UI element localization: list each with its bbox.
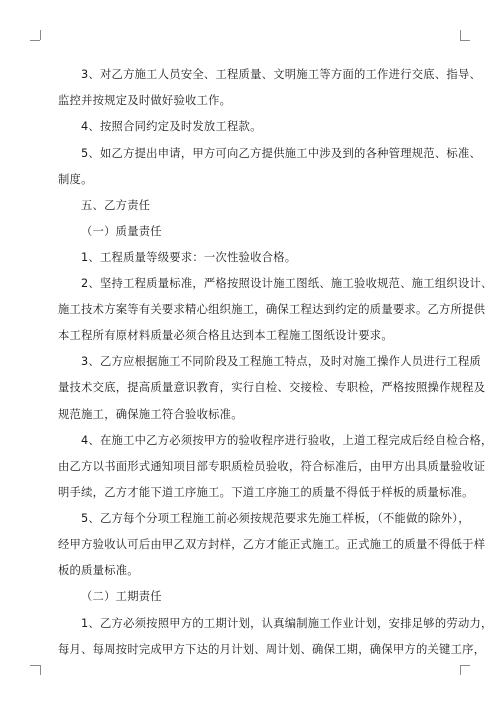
paragraph-line: 每月、每周按时完成甲方下达的月计划、周计划、确保工期，确保甲方的关键工序， [58,643,486,656]
paragraph-line: 本工程所有原材料质量必须合格且达到本工程施工图纸设计要求。 [58,329,393,342]
section-heading: 五、乙方责任 [81,199,151,212]
paragraph-line: 5、乙方每个分项工程施工前必须按规范要求先施工样板，（不能做的除外）， [81,512,470,525]
paragraph-line: 监控并按规定及时做好验收工作。 [58,94,232,107]
paragraph-line: 4、在施工中乙方必须按甲方的验收程序进行验收，上道工程完成后经自检合格， [81,434,493,447]
paragraph-line: 施工技术方案等有关要求精心组织施工，确保工程达到约定的质量要求。乙方所提供 [58,303,486,316]
paragraph-line: 2、坚持工程质量标准，严格按照设计施工图纸、施工验收规范、施工组织设计、 [81,277,493,290]
paragraph-line: 经甲方验收认可后由甲乙双方封样，乙方才能正式施工。正式施工的质量不得低于样 [58,538,486,551]
paragraph-line: 规范施工，确保施工符合验收标准。 [58,408,243,421]
paragraph-line: 3、乙方应根据施工不同阶段及工程施工特点，及时对施工操作人员进行工程质 [81,355,482,368]
paragraph-line: 制度。 [58,173,93,186]
paragraph-line: 1、乙方必须按照甲方的工期计划，认真编制施工作业计划，安排足够的劳动力， [81,617,493,630]
paragraph-line: 3、对乙方施工人员安全、工程质量、文明施工等方面的工作进行交底、指导、 [81,68,482,81]
paragraph-line: 4、按照合同约定及时发放工程款。 [81,120,262,133]
paragraph-line: 量技术交底，提高质量意识教育，实行自检、交接检、专职检，严格按照操作规程及 [58,381,486,394]
paragraph-line: 板的质量标准。 [58,564,139,577]
paragraph-line: 1、工程质量等级要求：一次性验收合格。 [81,251,297,264]
paragraph-line: 明手续，乙方才能下道工序施工。下道工序施工的质量不得低于样板的质量标准。 [58,486,474,499]
paragraph-line: 由乙方以书面形式通知项目部专职质检员验收，符合标准后，由甲方出具质量验收证 [58,460,486,473]
subsection-heading: （二）工期责任 [81,590,162,603]
subsection-heading: （一）质量责任 [81,225,162,238]
paragraph-line: 5、如乙方提出申请，甲方可向乙方提供施工中涉及到的各种管理规范、标准、 [81,147,482,160]
